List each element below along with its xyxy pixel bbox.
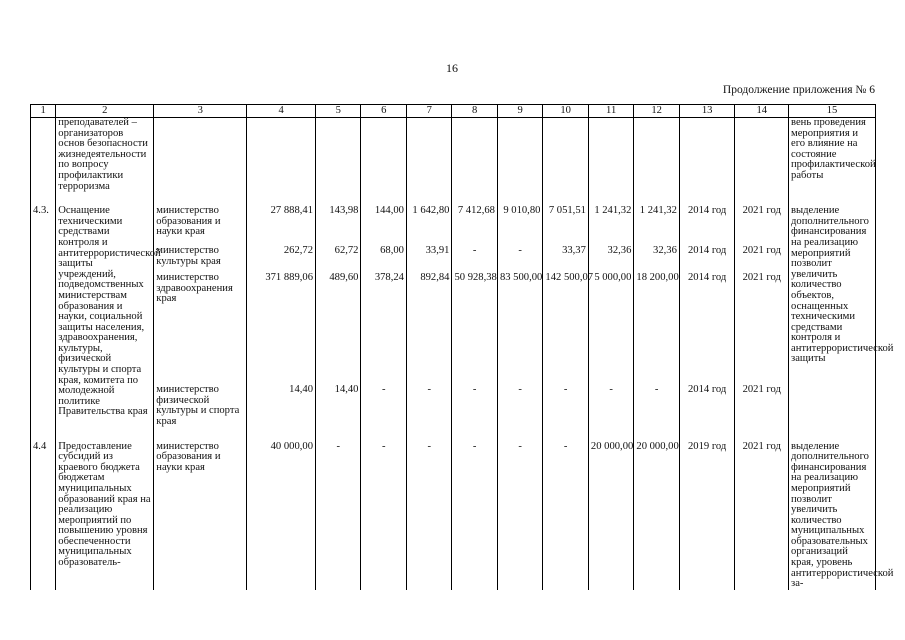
col-header: 14 — [735, 105, 789, 118]
year-amount-cell: 20 000,00 — [588, 442, 633, 590]
col-header: 13 — [679, 105, 735, 118]
measures-table-container — [30, 104, 894, 640]
year-amount-cell: 1 642,80 33,91 892,84 - — [406, 206, 451, 427]
appendix-continuation: Продолжение приложения № 6 — [722, 84, 875, 96]
year-amount-cell: - — [316, 442, 361, 590]
year-amount-cell: 143,98 62,72 489,60 14,40 — [316, 206, 361, 427]
table-row-carry — [31, 118, 876, 193]
year-amount-cell: 1 241,32 32,36 18 200,00 - — [634, 206, 679, 427]
table-row-4-4 — [31, 442, 876, 590]
start-year-cell: 2019 год — [679, 442, 735, 590]
year-amount-cell: - — [406, 442, 451, 590]
col-header: 8 — [452, 105, 497, 118]
measure-name: Оснащение техническими средствами контроля и антитеррористической защиты учреждений, подведомственных министерствам образования и науки, социальной защиты населения, здравоохранения, культуры, физической культуры и спорта края, комитета по молодежной политике Правительства края — [56, 206, 154, 427]
year-amount-cell: 1 241,32 32,36 5 000,00 - — [588, 206, 633, 427]
col-header: 1 — [31, 105, 56, 118]
executors-cell — [154, 206, 247, 427]
expected-result: выделение дополнительного финансирования на реализацию мероприятий позволит увеличить количество муниципальных образовательных организаций края, уровень антитеррористической за- — [789, 442, 876, 590]
year-amount-cell: 144,00 68,00 378,24 - — [361, 206, 406, 427]
executor: министерство образования и науки края — [156, 205, 221, 238]
total-cell: 27 888,41 262,72 371 889,06 14,40 — [247, 206, 316, 427]
table-row-4-3 — [31, 206, 876, 427]
column-numbers-row — [31, 105, 876, 118]
col-header: 12 — [634, 105, 679, 118]
expected-result: выделение дополнительного финансирования на реализацию мероприятий позволит увеличить количество объектов, оснащенных техническими средствами контроля и антитеррористической защиты — [789, 206, 876, 427]
year-amount-cell: - — [361, 442, 406, 590]
year-amount-cell: 9 010,80 - 83 500,00 - — [497, 206, 542, 427]
row-number: 4.4 — [31, 442, 56, 590]
executor: министерство образования и науки края — [154, 442, 247, 590]
executor: министерство культуры края — [156, 245, 221, 267]
carry-name: преподавателей – организаторов основ безопасности жизнедеятельности по вопросу профилактики терроризма — [56, 118, 154, 193]
col-header: 10 — [543, 105, 588, 118]
start-year-cell: 2014 год 2014 год 2014 год 2014 год — [679, 206, 735, 427]
end-year-cell: 2021 год — [735, 442, 789, 590]
col-header: 6 — [361, 105, 406, 118]
end-year-cell: 2021 год 2021 год 2021 год 2021 год — [735, 206, 789, 427]
col-header: 15 — [789, 105, 876, 118]
col-header: 5 — [316, 105, 361, 118]
col-header: 3 — [154, 105, 247, 118]
total-cell: 40 000,00 — [247, 442, 316, 590]
year-amount-cell: 7 412,68 - 50 928,38 - — [452, 206, 497, 427]
executor: министерство здравоохранения края — [156, 272, 233, 305]
col-header: 7 — [406, 105, 451, 118]
col-header: 4 — [247, 105, 316, 118]
page-number: 16 — [446, 61, 458, 75]
year-amount-cell: - — [543, 442, 588, 590]
col-header: 11 — [588, 105, 633, 118]
measure-name: Предоставление субсидий из краевого бюджета бюджетам муниципальных образований края на реализацию мероприятий по повышению уровня обеспеченности муниципальных образователь- — [56, 442, 154, 590]
row-number: 4.3. — [31, 206, 56, 427]
executor: министерство физической культуры и спорта края — [156, 384, 240, 427]
year-amount-cell: - — [497, 442, 542, 590]
year-amount-cell: 20 000,00 — [634, 442, 679, 590]
col-header: 2 — [56, 105, 154, 118]
carry-result: вень проведения мероприятия и его влияние на состояние профилактической работы — [789, 118, 876, 193]
year-amount-cell: - — [452, 442, 497, 590]
measures-table — [30, 104, 894, 590]
col-header: 9 — [497, 105, 542, 118]
year-amount-cell: 7 051,51 33,37 142 500,07 - — [543, 206, 588, 427]
